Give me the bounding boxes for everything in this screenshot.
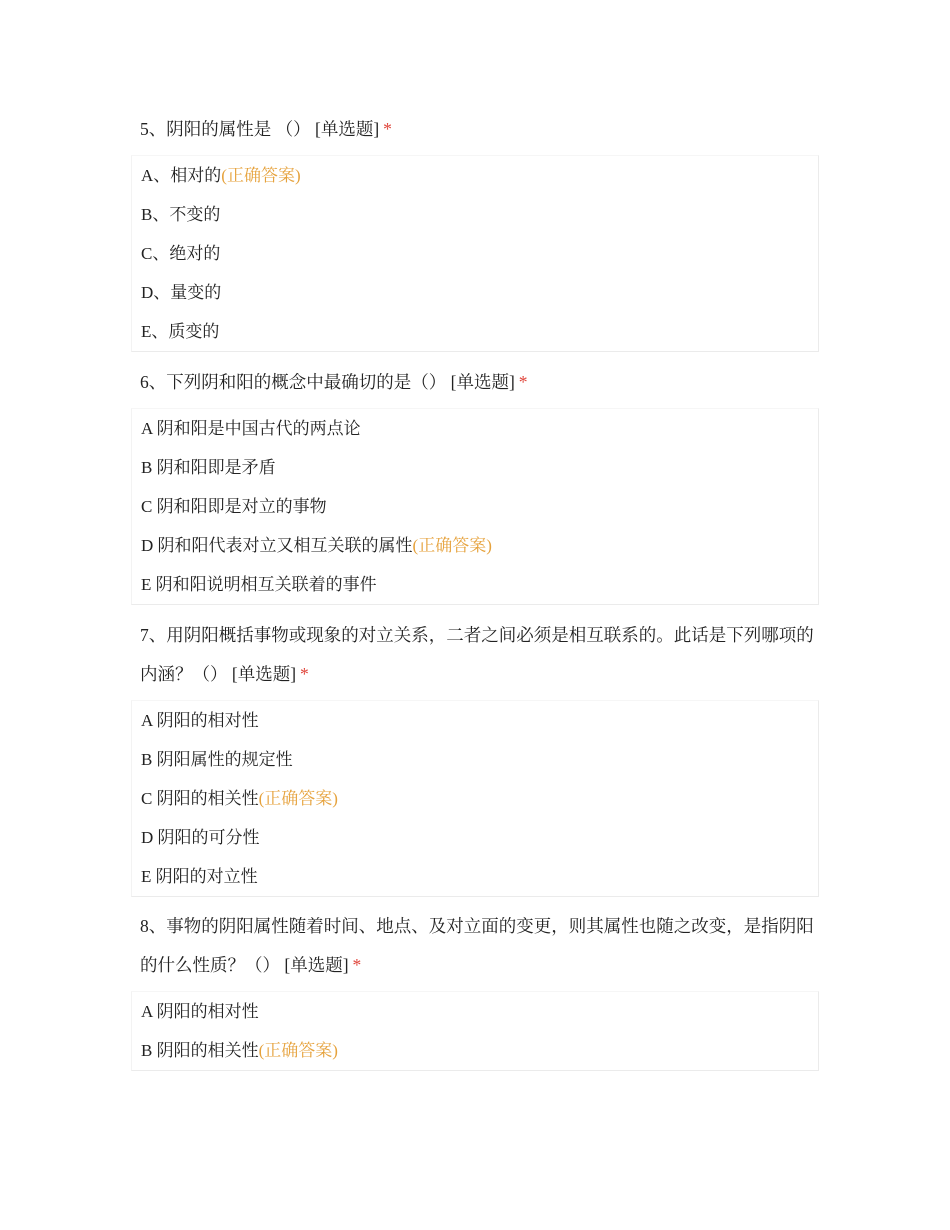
option-b[interactable]: B、不变的 xyxy=(141,205,221,224)
question-6 xyxy=(131,363,819,605)
option-e[interactable]: E、质变的 xyxy=(141,322,220,341)
required-marker: * xyxy=(518,372,528,392)
question-title: 7、用阴阳概括事物或现象的对立关系，二者之间必须是相互联系的。此话是下列哪项的内涵？（） [单选题] * xyxy=(140,625,814,684)
question-title: 5、阴阳的属性是 （） [单选题] * xyxy=(140,119,392,139)
question-5 xyxy=(131,110,819,352)
question-7 xyxy=(131,616,819,897)
option-a[interactable]: A 阴和阳是中国古代的两点论 xyxy=(141,419,361,438)
option-list xyxy=(131,700,819,897)
option-d[interactable]: D 阴阳的可分性 xyxy=(141,828,260,847)
required-marker: * xyxy=(352,955,362,975)
option-e[interactable]: E 阴和阳说明相互关联着的事件 xyxy=(141,575,377,594)
option-b[interactable]: B 阴阳属性的规定性 xyxy=(141,750,293,769)
option-c[interactable]: C、绝对的 xyxy=(141,244,221,263)
option-c[interactable]: C 阴和阳即是对立的事物 xyxy=(141,497,327,516)
option-a[interactable]: A、相对的(正确答案) xyxy=(141,166,301,185)
correct-answer-tag: (正确答案) xyxy=(221,166,301,185)
required-marker: * xyxy=(383,119,392,139)
option-list xyxy=(131,155,819,352)
option-d[interactable]: D 阴和阳代表对立又相互关联的属性(正确答案) xyxy=(141,536,492,555)
question-title: 6、下列阴和阳的概念中最确切的是（） [单选题] * xyxy=(140,372,528,392)
option-b[interactable]: B 阴阳的相关性(正确答案) xyxy=(141,1041,338,1060)
correct-answer-tag: (正确答案) xyxy=(412,536,492,555)
option-a[interactable]: A 阴阳的相对性 xyxy=(141,711,259,730)
option-d[interactable]: D、量变的 xyxy=(141,283,222,302)
option-c[interactable]: C 阴阳的相关性(正确答案) xyxy=(141,789,338,808)
option-list xyxy=(131,991,819,1071)
question-8 xyxy=(131,907,819,1071)
option-b[interactable]: B 阴和阳即是矛盾 xyxy=(141,458,276,477)
question-title: 8、事物的阴阳属性随着时间、地点、及对立面的变更，则其属性也随之改变，是指阴阳的什么性质？（） [单选题] * xyxy=(140,916,814,975)
option-list xyxy=(131,408,819,605)
correct-answer-tag: (正确答案) xyxy=(258,1041,338,1060)
correct-answer-tag: (正确答案) xyxy=(258,789,338,808)
option-a[interactable]: A 阴阳的相对性 xyxy=(141,1002,259,1021)
required-marker: * xyxy=(300,664,309,684)
option-e[interactable]: E 阴阳的对立性 xyxy=(141,867,258,886)
